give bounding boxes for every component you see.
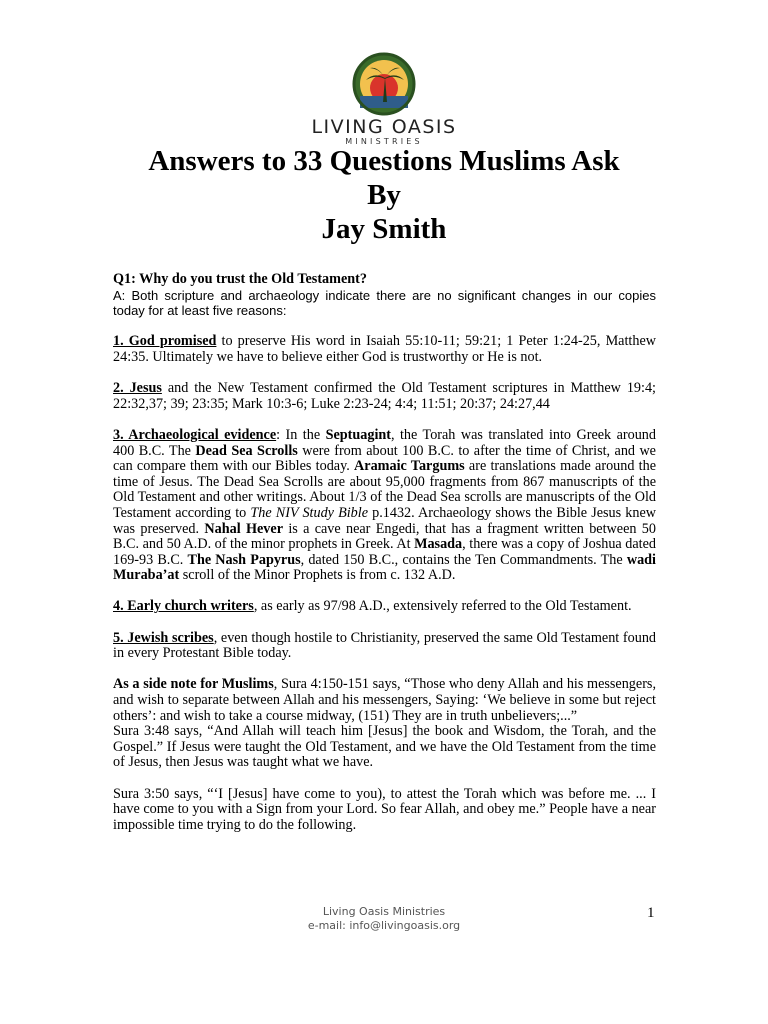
ministry-logo	[0, 52, 768, 147]
footer-org: Living Oasis Ministries	[322, 905, 446, 918]
page-number: 1	[647, 905, 655, 921]
reason-3-text: , dated 150 B.C., contains the Ten Commandments. The	[300, 551, 627, 568]
reason-3	[113, 428, 656, 584]
bold-term: Aramaic Targums	[354, 458, 465, 475]
logo-subtitle: MINISTRIES	[345, 137, 423, 146]
reason-2	[113, 381, 656, 412]
reason-3-text: p.1432. Archaeology shows the Bible Jesus knew was preserved.	[113, 504, 656, 537]
bold-term: Septuagint	[325, 426, 391, 443]
side-note-text: , Sura 4:150-151 says, “Those who deny Allah and his messengers, and wish to separate between Allah and his messengers, Saying: ‘We believe in some but reject others’: and wish to take a course midway, (151) They are in truth unbelievers;...”	[113, 676, 656, 724]
question-answer-intro: A: Both scripture and archaeology indicate there are no significant changes in our copies today for at least five reasons:	[113, 287, 656, 319]
question-heading: Q1: Why do you trust the Old Testament?	[113, 271, 367, 287]
reason-3-lead: 3. Archaeological evidence	[113, 426, 277, 443]
reason-4-text: , as early as 97/98 A.D., extensively referred to the Old Testament.	[253, 598, 632, 615]
reason-5-text: , even though hostile to Christianity, preserved the same Old Testament found in every Protestant Bible today.	[113, 629, 657, 662]
footer-email: e-mail: info@livingoasis.org	[307, 919, 461, 932]
reason-1-text: to preserve His word in Isaiah 55:10-11; 59:21; 1 Peter 1:24-25, Matthew 24:35. Ultimately we have to believe either God is trustworthy or He is not.	[113, 333, 657, 365]
reason-3-text: , the Torah was translated into Greek around 400 B.C. The	[113, 426, 656, 459]
reason-1	[113, 334, 656, 365]
bold-term: The Nash Papyrus	[187, 551, 301, 568]
reason-2-lead: 2. Jesus	[113, 380, 162, 397]
reason-3-text: , there was a copy of Joshua dated 169-93 B.C.	[113, 536, 656, 568]
reason-5-lead: 5. Jewish scribes	[113, 629, 214, 646]
reason-3-text: scroll of the Minor Prophets is from c. 132 A.D.	[179, 567, 456, 584]
italic-citation: The NIV Study Bible	[250, 504, 369, 521]
bold-term: Masada	[414, 536, 463, 553]
document-title	[0, 144, 768, 246]
reason-2-text: and the New Testament confirmed the Old Testament scriptures in Matthew 19:4; 22:32,37; 39; 23:35; Mark 10:3-6; Luke 2:23-24; 4:4; 11:51; 20:37; 24:27,44	[113, 380, 656, 412]
reason-4	[113, 599, 656, 615]
reason-3-text: is a cave near Engedi, that has a fragment written between 50 B.C. and 50 A.D. of the minor prophets in Greek. At	[113, 520, 656, 553]
title-line-3: Jay Smith	[321, 213, 447, 245]
reason-1-lead: 1. God promised	[113, 333, 217, 350]
logo-name: LIVING OASIS	[311, 116, 457, 138]
bold-term: wadi Muraba’at	[113, 551, 656, 584]
title-line-1: Answers to 33 Questions Muslims Ask	[148, 145, 620, 177]
palm-tree-emblem-icon	[352, 52, 416, 116]
sura-3-48-paragraph: Sura 3:48 says, “And Allah will teach him [Jesus] the book and Wisdom, the Torah, and the Gospel.” If Jesus were taught the Old Testament, and we have the Old Testament from the time of Jesus, then Jesus was taught what we have.	[113, 723, 656, 771]
reason-4-lead: 4. Early church writers	[113, 598, 254, 615]
reason-3-text: are translations made around the time of Jesus. The Dead Sea Scrolls are about 95,000 fragments from 867 manuscripts of the Old Testament and other writings. About 1/3 of the Dead Sea scrolls are manuscripts of the Old Testament according to	[113, 458, 657, 521]
reason-5	[113, 631, 656, 662]
title-line-2: By	[367, 179, 401, 211]
bold-term: Nahal Hever	[204, 520, 283, 537]
document-body	[113, 272, 656, 849]
reason-3-text: : In the	[276, 426, 326, 443]
side-note-lead: As a side note for Muslims	[113, 676, 274, 693]
side-note	[113, 677, 656, 724]
bold-term: Dead Sea Scrolls	[195, 442, 298, 459]
sura-3-50-paragraph: Sura 3:50 says, “‘I [Jesus] have come to you), to attest the Torah which was before me. ... I have come to you with a Sign from your Lord. So fear Allah, and obey me.” People have a near impossible time trying to do the following.	[113, 785, 656, 833]
reason-3-text: were from about 100 B.C. to after the time of Christ, and we can compare them with our Bibles today.	[113, 442, 656, 475]
